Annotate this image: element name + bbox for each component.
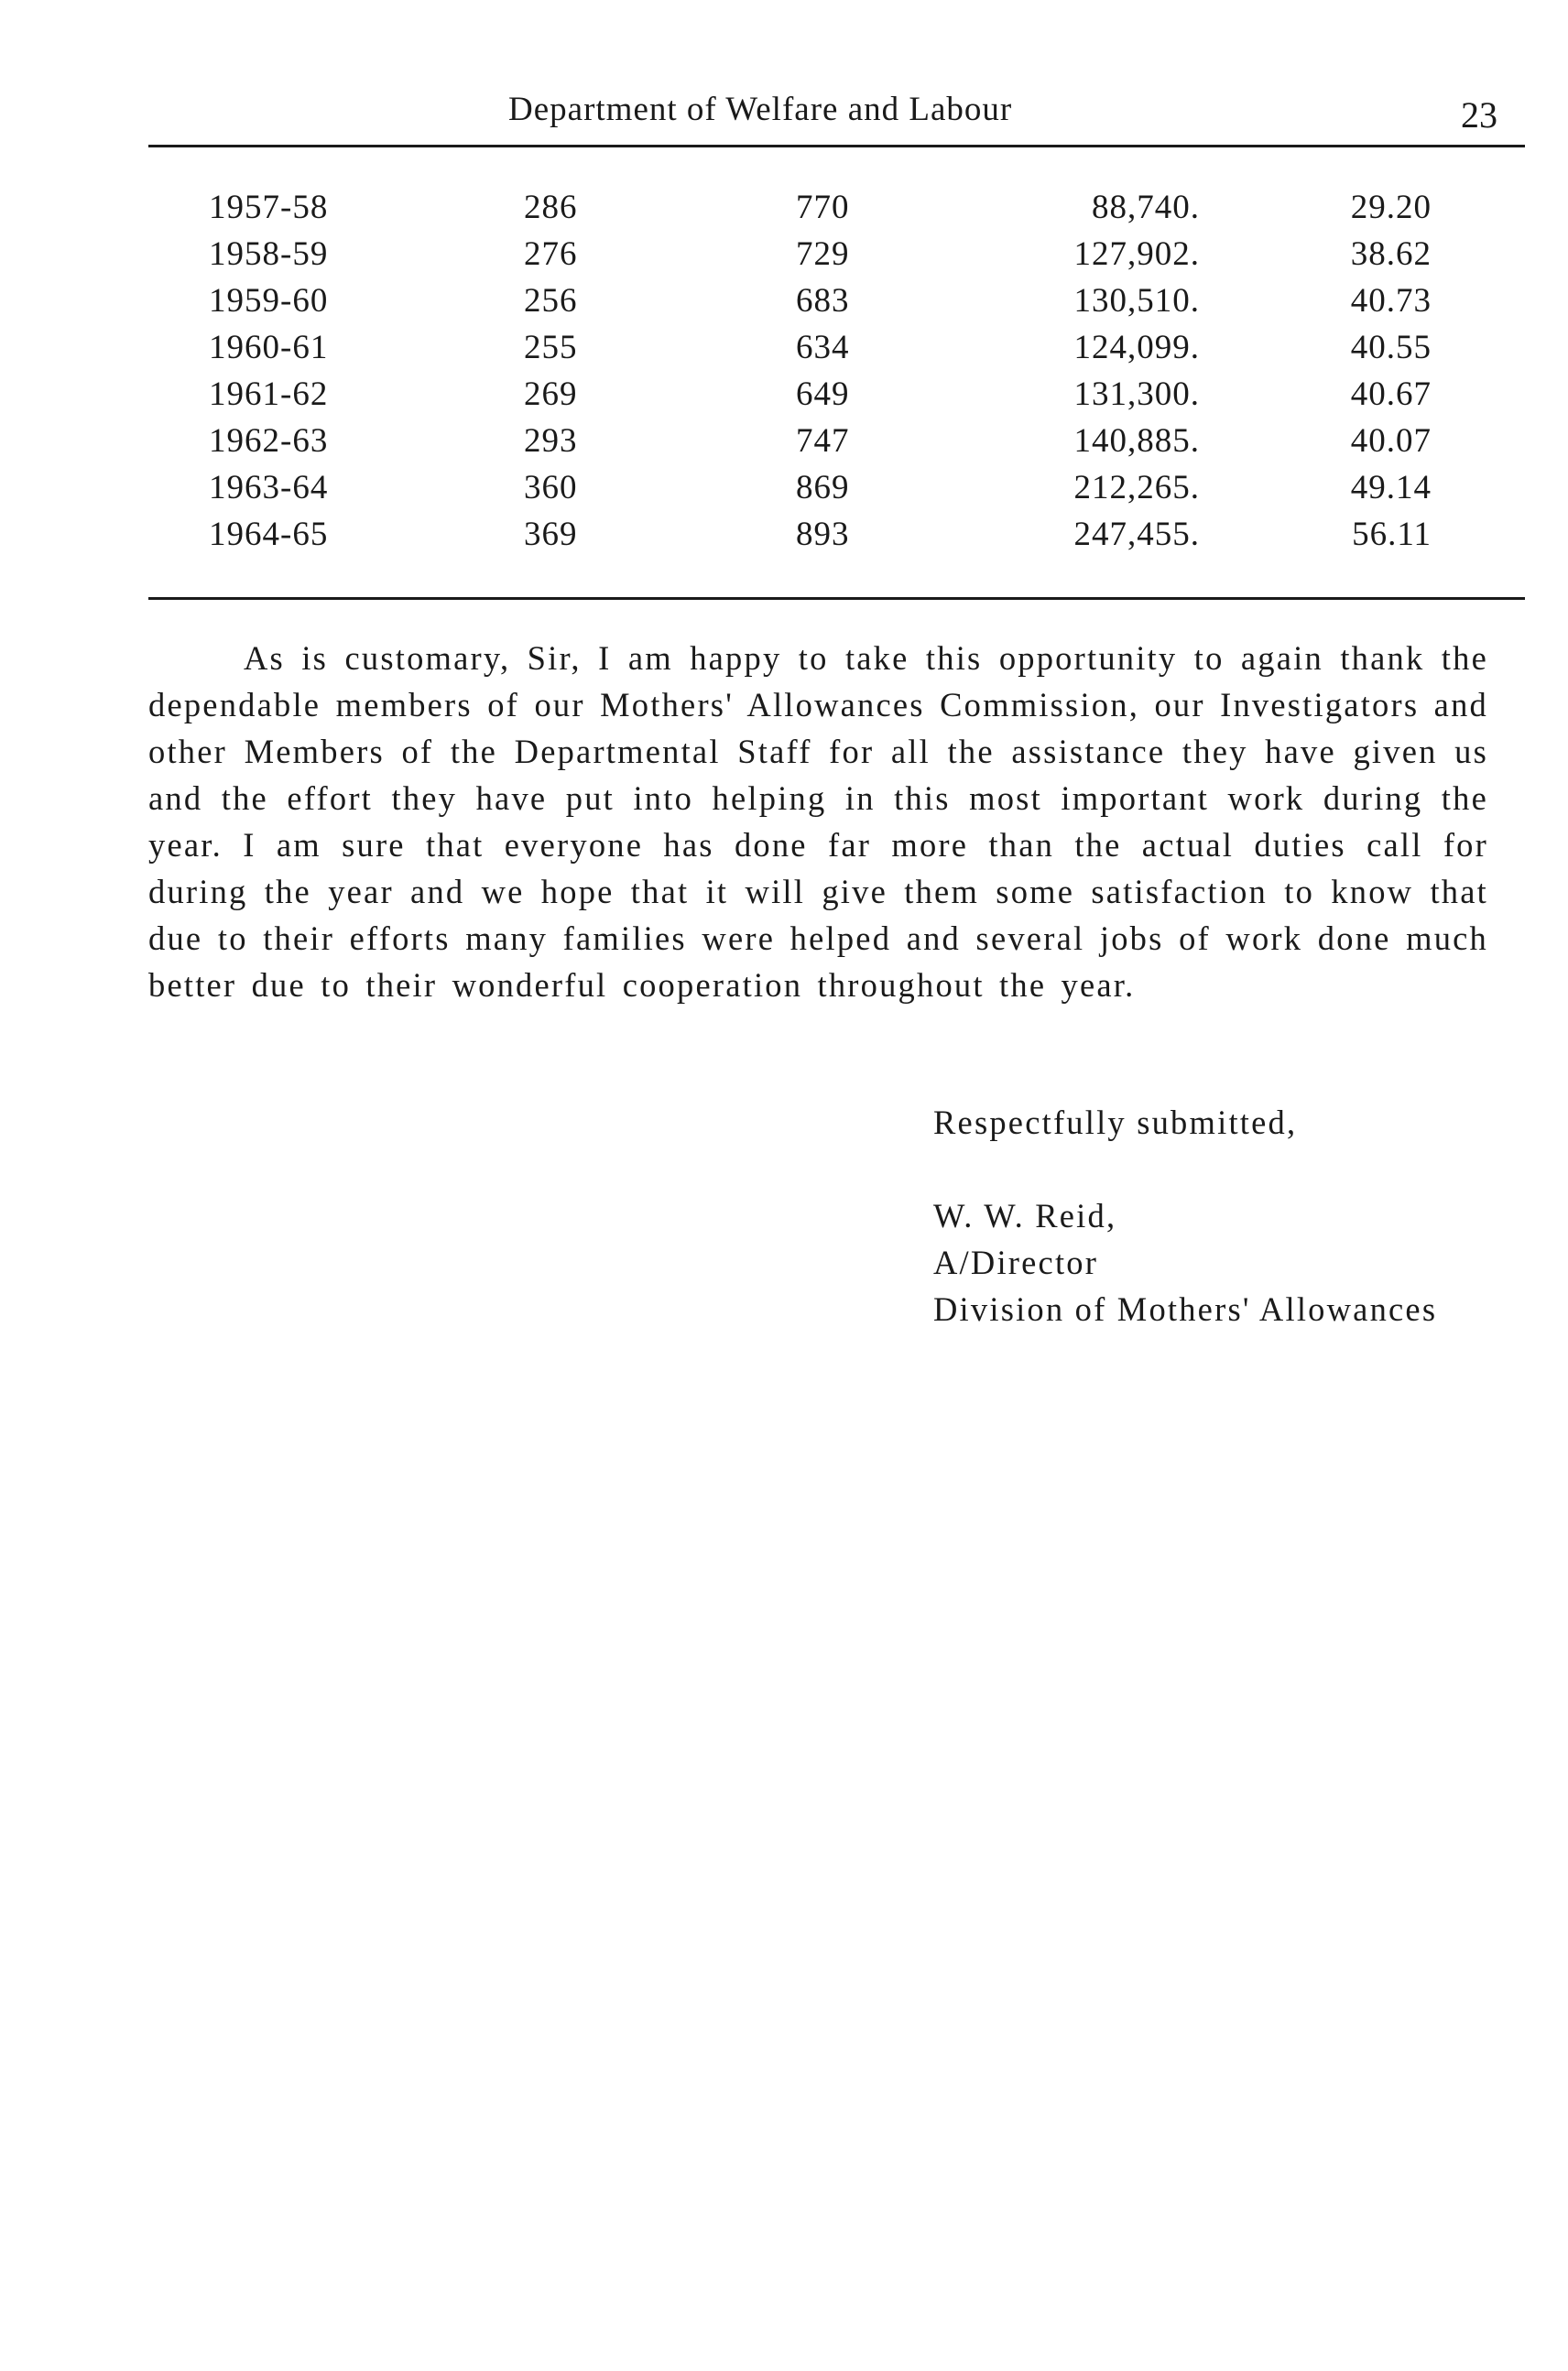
table-cell: 49.14 (1350, 469, 1432, 506)
table-cell: 869 (796, 469, 850, 506)
table-row (0, 375, 1568, 421)
table-cell: 127,902. (1073, 235, 1200, 273)
table-cell: 293 (524, 422, 578, 460)
table-cell-year: 1962-63 (209, 422, 329, 460)
table-cell-year: 1958-59 (209, 235, 329, 273)
table-cell: 131,300. (1073, 375, 1200, 413)
table-cell: 212,265. (1073, 469, 1200, 506)
table-cell: 40.55 (1350, 329, 1432, 366)
header-rule (148, 145, 1525, 147)
table-row (0, 281, 1568, 328)
table-cell: 770 (796, 189, 850, 226)
table-cell-year: 1957-58 (209, 189, 329, 226)
table-cell: 634 (796, 329, 850, 366)
table-cell: 276 (524, 235, 578, 273)
body-paragraph: As is customary, Sir, I am happy to take this opportunity to again thank the dependable members of our Mothers' Allowances Commission, our Investigators and other Members of the Departmental Staff for all the assistance they have given us and the effort they have put into helping in this most important work during the year. I am sure that everyone has done far more than the actual duties call for during the year and we hope that it will give them some satisfaction to know that due to their efforts many families were helped and several jobs of work done much better due to their wonderful cooperation throughout the year. (148, 639, 1488, 1004)
table-cell: 286 (524, 189, 578, 226)
spacer (933, 1146, 1437, 1192)
table-cell: 29.20 (1350, 189, 1432, 226)
table-cell: 747 (796, 422, 850, 460)
table-cell: 256 (524, 282, 578, 320)
table-bottom-rule (148, 597, 1525, 600)
running-head: Department of Welfare and Labour (508, 91, 1013, 128)
table-cell: 38.62 (1350, 235, 1432, 273)
table-cell: 893 (796, 516, 850, 553)
table-row (0, 328, 1568, 375)
signatory-name: W. W. Reid, (933, 1197, 1117, 1234)
table-cell: 369 (524, 516, 578, 553)
table-cell: 247,455. (1073, 516, 1200, 553)
table-cell: 683 (796, 282, 850, 320)
table-cell: 40.73 (1350, 282, 1432, 320)
table-cell: 40.07 (1350, 422, 1432, 460)
table-cell-year: 1963-64 (209, 469, 329, 506)
table-cell: 360 (524, 469, 578, 506)
table-row (0, 234, 1568, 281)
table-row (0, 188, 1568, 234)
page-number: 23 (1461, 94, 1497, 136)
table-row (0, 468, 1568, 515)
signatory-division: Division of Mothers' Allowances (933, 1290, 1438, 1328)
signature-block (933, 1099, 1437, 1332)
table-cell: 56.11 (1352, 516, 1432, 553)
closing-line: Respectfully submitted, (933, 1104, 1298, 1141)
table-row (0, 515, 1568, 561)
table-cell: 729 (796, 235, 850, 273)
statistics-table (0, 188, 1568, 561)
table-row (0, 421, 1568, 468)
table-cell: 140,885. (1073, 422, 1200, 460)
table-cell-year: 1964-65 (209, 516, 329, 553)
table-cell: 124,099. (1073, 329, 1200, 366)
table-cell-year: 1959-60 (209, 282, 329, 320)
table-cell-year: 1960-61 (209, 329, 329, 366)
table-cell: 269 (524, 375, 578, 413)
signatory-title: A/Director (933, 1244, 1099, 1281)
table-cell: 130,510. (1073, 282, 1200, 320)
table-cell: 649 (796, 375, 850, 413)
table-cell: 40.67 (1350, 375, 1432, 413)
table-cell: 88,740. (1092, 189, 1200, 226)
table-cell-year: 1961-62 (209, 375, 329, 413)
table-cell: 255 (524, 329, 578, 366)
